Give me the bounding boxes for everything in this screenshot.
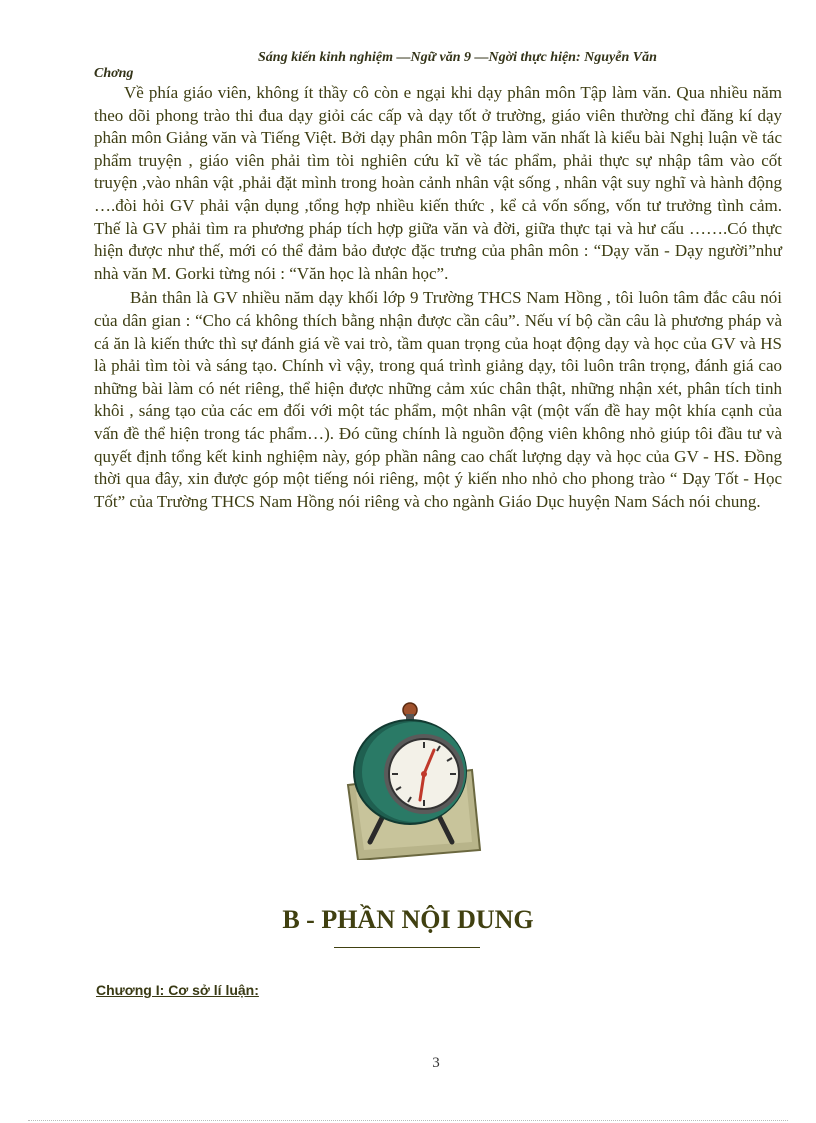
document-header: Sáng kiến kinh nghiệm —Ngữ văn 9 —Ngời thực hiện: Nguyễn Văn [258,50,657,65]
paragraph-personal-motivation: Bản thân là GV nhiều năm dạy khối lớp 9 Trường THCS Nam Hồng , tôi luôn tâm đắc câu nói của dân gian : “Cho cá không thích bằng nhận được cần câu”. Nếu ví bộ cần câu là phương pháp và cá ăn là kiến thức thì sự đánh giá về vai trò, tầm quan trọng của hoạt động dạy và học của GV và HS là phải tìm tòi và sáng tạo. Chính vì vậy, trong quá trình giảng dạy, tôi luôn trân trọng, đánh giá cao những bài làm có nét riêng, thể hiện được những cảm xúc chân thật, những nhận xét, phân tích tinh khôi , sáng tạo của các em đối với một tác phẩm, một nhân vật (một vấn đề hay một khía cạnh của vấn đề thể hiện trong tác phẩm…). Đó cũng chính là nguồn động viên không nhỏ giúp tôi đầu tư và quyết định tổng kết kinh nghiệm này, góp phần nâng cao chất lượng dạy và học của GV - HS. Đồng thời qua đây, xin được góp một tiếng nói riêng, một ý kiến nho nhỏ cho phong trào “ Dạy Tốt - Học Tốt” của Trường THCS Nam Hồng nói riêng và cho ngành Giáo Dục huyện Nam Sách nói chung. [94,288,782,511]
body-text [94,82,782,513]
paragraph-teacher-perspective: Về phía giáo viên, không ít thầy cô còn e ngại khi dạy phân môn Tập làm văn. Qua nhiều năm theo dõi phong trào thi đua dạy giỏi các cấp và dạy tốt ở trường, giáo viên thường chỉ đăng kí dạy phân môn Giảng văn và Tiếng Việt. Bởi dạy phân môn Tập làm văn nhất là kiểu bài Nghị luận về tác phẩm truyện , giáo viên phải tìm tòi nghiên cứu kĩ về tác phẩm, phải thực sự nhập tâm vào cốt truyện ,vào nhân vật ,phải đặt mình trong hoàn cảnh nhân vật sống , nhân vật suy nghĩ và hành động ….đòi hỏi GV phải vận dụng ,tổng hợp nhiều kiến thức , kể cả vốn sống, vốn tư trưởng tình cảm. Thế là GV phải tìm ra phương pháp tích hợp giữa văn và đời, giữa thực tại và hư cấu …….Có thực hiện được như thế, mới có thể đảm bảo được đặc trưng của phân môn : “Dạy văn - Dạy người”như nhà văn M. Gorki từng nói : “Văn học là nhân học”. [94,83,782,283]
chapter-heading: Chương I: Cơ sở lí luận: [96,982,259,998]
page-number: 3 [432,1055,440,1071]
document-header-continued: Chơng [94,66,134,81]
section-title: B - PHẦN NỘI DUNG [282,905,534,934]
page-bottom-divider [28,1120,788,1121]
clock-icon [330,700,490,860]
title-underline [334,947,480,948]
